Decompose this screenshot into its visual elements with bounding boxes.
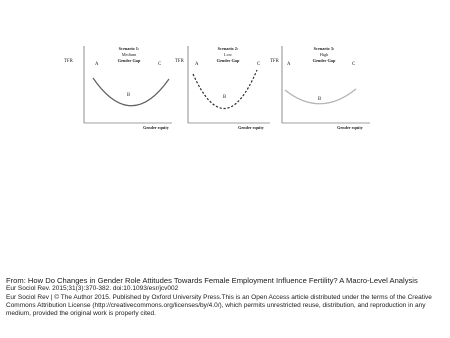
panel-title-line-3: Gender Gap (117, 58, 141, 63)
point-b-label: B (127, 93, 131, 98)
point-a-label: A (195, 62, 199, 67)
panel-scenario-2 (175, 46, 270, 130)
caption-citation: Eur Sociol Rev. 2015;31(3):370-382. doi:10.1093/esr/jcv002 (6, 285, 179, 293)
point-c-label: C (352, 62, 356, 67)
point-a-label: A (287, 62, 291, 67)
caption-title: From: How Do Changes in Gender Role Attitudes Towards Female Employment Influence Fertility? A Macro-Level Analysis (6, 276, 418, 285)
y-axis-label: TFR (175, 59, 184, 64)
x-axis-label: Gender equity (143, 125, 169, 130)
y-axis-label: TFR (64, 59, 73, 64)
panel-title-line-2: High (319, 52, 329, 57)
point-c-label: C (158, 62, 162, 67)
point-b-label: B (223, 95, 227, 100)
panel-title-line-2: Medium (121, 52, 137, 57)
panel-title-line-1: Scenario 3: (313, 46, 335, 51)
x-axis-label: Gender equity (238, 125, 264, 130)
tfr-curve (193, 70, 257, 109)
caption-license: Eur Sociol Rev | © The Author 2015. Published by Oxford University Press.This is an Open Access article distributed under the terms of the Creative Commons Attribution License (http://creativecommons.org/licenses/by/4.0/), which permits unrestricted reuse, distribution, and reproduction in any medium, provided the original work is properly cited. (6, 293, 432, 318)
x-axis-label: Gender equity (337, 125, 363, 130)
panel-title-line-3: Gender Gap (312, 58, 336, 63)
point-a-label: A (95, 62, 99, 67)
panel-title-line-1: Scenario 1: (118, 46, 140, 51)
panel-scenario-3 (270, 46, 370, 130)
point-b-label: B (318, 97, 322, 102)
panel-title-line-1: Scenario 2: (217, 46, 239, 51)
panel-title-line-2: Low (224, 52, 232, 57)
tfr-curve (93, 78, 169, 106)
figure-caption (6, 276, 446, 319)
y-axis-label: TFR (270, 59, 279, 64)
panel-scenario-1 (64, 46, 172, 130)
point-c-label: C (257, 62, 261, 67)
panel-title-line-3: Gender Gap (216, 58, 240, 63)
